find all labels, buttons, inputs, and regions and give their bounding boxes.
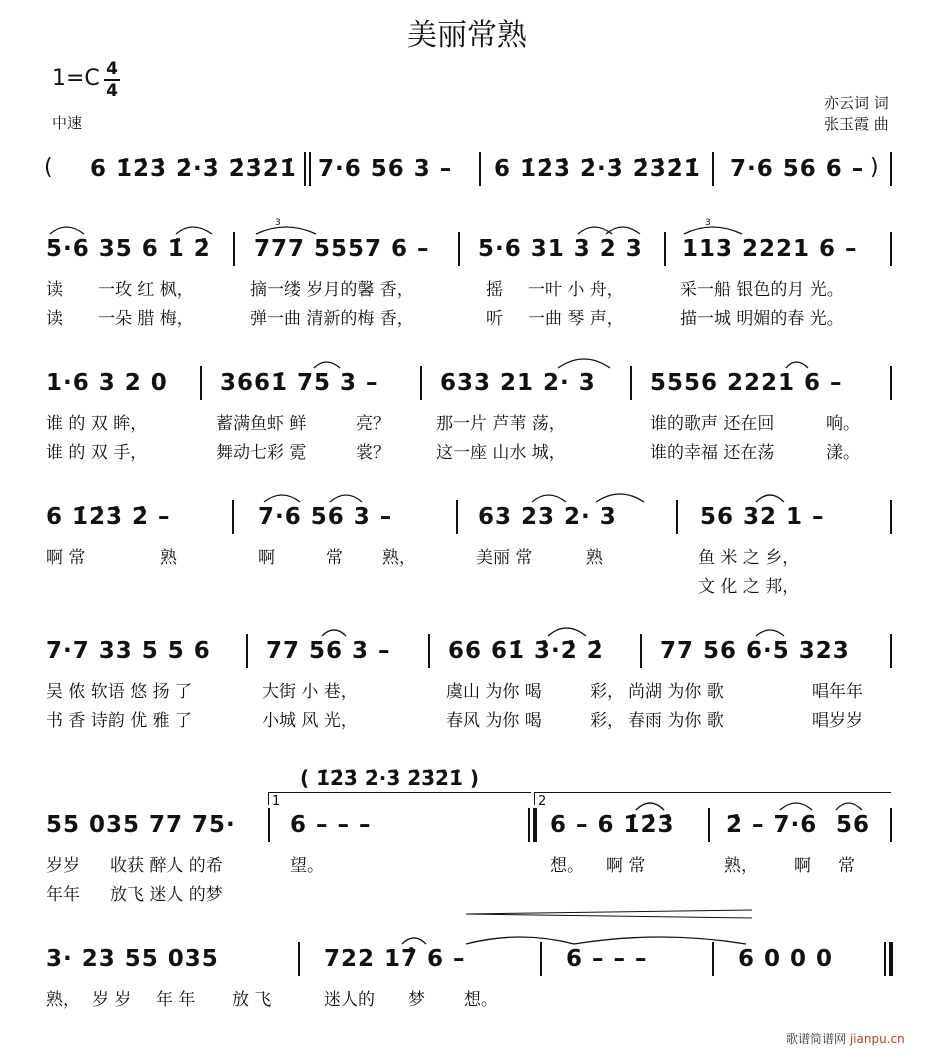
measure: 77 56 3 – [266,638,391,664]
measure: 3661̇ 75 3 – [220,370,379,396]
measure: 6 1̇2̇3̇ 2̇ – [46,504,171,530]
lyric-line-1: 读 一玫 红 枫， 摘一缕 岁月的馨 香， 摇 一叶 小 舟， 采一船 银色的月 光。 [46,280,844,300]
measure: 5556 2221 6 – [650,370,843,396]
measure: 2̇ – 7·6 [726,812,818,838]
measure: 63 23 2· 3 [478,504,617,530]
measure: 7·6 56 6 – [730,156,865,182]
measure: 7·7 33 5 5 6 [46,638,211,664]
lyricist-credit: 亦云词 词 [824,94,889,112]
lyric-line-2: 谁 的 双 手， 舞动七彩 霓 裳？ 这一座 山水 城， 谁的幸福 还在荡 漾。 [46,443,860,463]
site-watermark: 歌谱简谱网 jianpu.cn [786,1032,905,1046]
measure: 66 61̇ 3̇·2̇ 2̇ [448,638,604,664]
measure: 56 32 1 – [700,504,825,530]
tempo-marking: 中速 [52,114,83,132]
lyric-line-1: 熟， 岁 岁 年 年 放 飞 迷人的 梦 想。 [46,990,498,1010]
close-paren: ) [870,155,879,180]
song-title: 美丽常熟 [407,18,527,53]
triplet-mark-3: 3 [705,218,711,228]
triplet-mark-3: 3 [275,218,281,228]
lyric-line-1: 啊 常 熟 啊 常 熟， 美丽 常 熟 鱼 米 之 乡， [46,548,800,568]
measure: 6 1̇2̇3̇ 2̇·3̇ 2̇3̇2̇1̇ [494,156,701,182]
lyric-line-1: 岁岁 收获 醉人 的希 望。 想。 啊 常 熟， 啊 常 [46,856,855,876]
measure: 7·6 56 3 – [318,156,453,182]
key-signature: 1=C [52,66,100,91]
lyric-line-2: 书 香 诗韵 优 雅 了 小城 风 光， 春风 为你 喝 彩， 春雨 为你 歌 唱岁岁 [46,711,863,731]
measure: 633 21 2· 3 [440,370,596,396]
time-signature: 4 4 [104,60,120,100]
open-paren: ( [44,155,53,180]
measure: 6 – 6 1̇2̇3̇ [550,812,675,838]
lyric-line-2: 读 一朵 腊 梅， 弹一曲 清新的梅 香， 听 一曲 琴 声， 描一城 明媚的春 光。 [46,309,844,329]
measure: 5·6 35 6 1̇ 2̇ [46,236,211,262]
measure: 56 [836,812,871,838]
measure: 1·6 3 2 0 [46,370,168,396]
measure: 7·6 56 3 – [258,504,393,530]
composer-credit: 张玉霞 曲 [824,115,889,133]
measure: 722 17̂ 6 – [324,946,466,972]
measure: 6 – – – [290,812,372,838]
measure: 6 0 0 0 [738,946,834,972]
measure: 55 035 77 75· [46,812,236,838]
measure: 77 56 6·5 323 [660,638,850,664]
lyric-line-2: 文 化 之 邦， [698,577,800,597]
volta-bracket-1: 1 [268,792,531,805]
measure: 6 1̇2̇3̇ 2̇·3̇ 2̇3̇2̇1̇ [90,156,297,182]
volta-bracket-2: 2 [534,792,891,805]
measure: 113 2221 6 – [682,236,858,262]
measure: 3· 23 55 035 [46,946,219,972]
lyric-line-2: 年年 放飞 迷人 的梦 [46,885,223,905]
measure: 5·6 31 3 2 3 [478,236,643,262]
measure: 777 5557 6 – [254,236,430,262]
lyric-line-1: 谁 的 双 眸， 蓄满鱼虾 鲜 亮？ 那一片 芦苇 荡， 谁的歌声 还在回 响。 [46,414,860,434]
measure: 6 – – – [566,946,648,972]
lyric-line-1: 吴 侬 软语 悠 扬 了 大街 小 巷， 虞山 为你 喝 彩， 尚湖 为你 歌 唱年年 [46,682,863,702]
overhead-phrase: ( 1̇2̇3̇ 2̇·3̇ 2̇3̇2̇1̇ ) [300,766,479,790]
